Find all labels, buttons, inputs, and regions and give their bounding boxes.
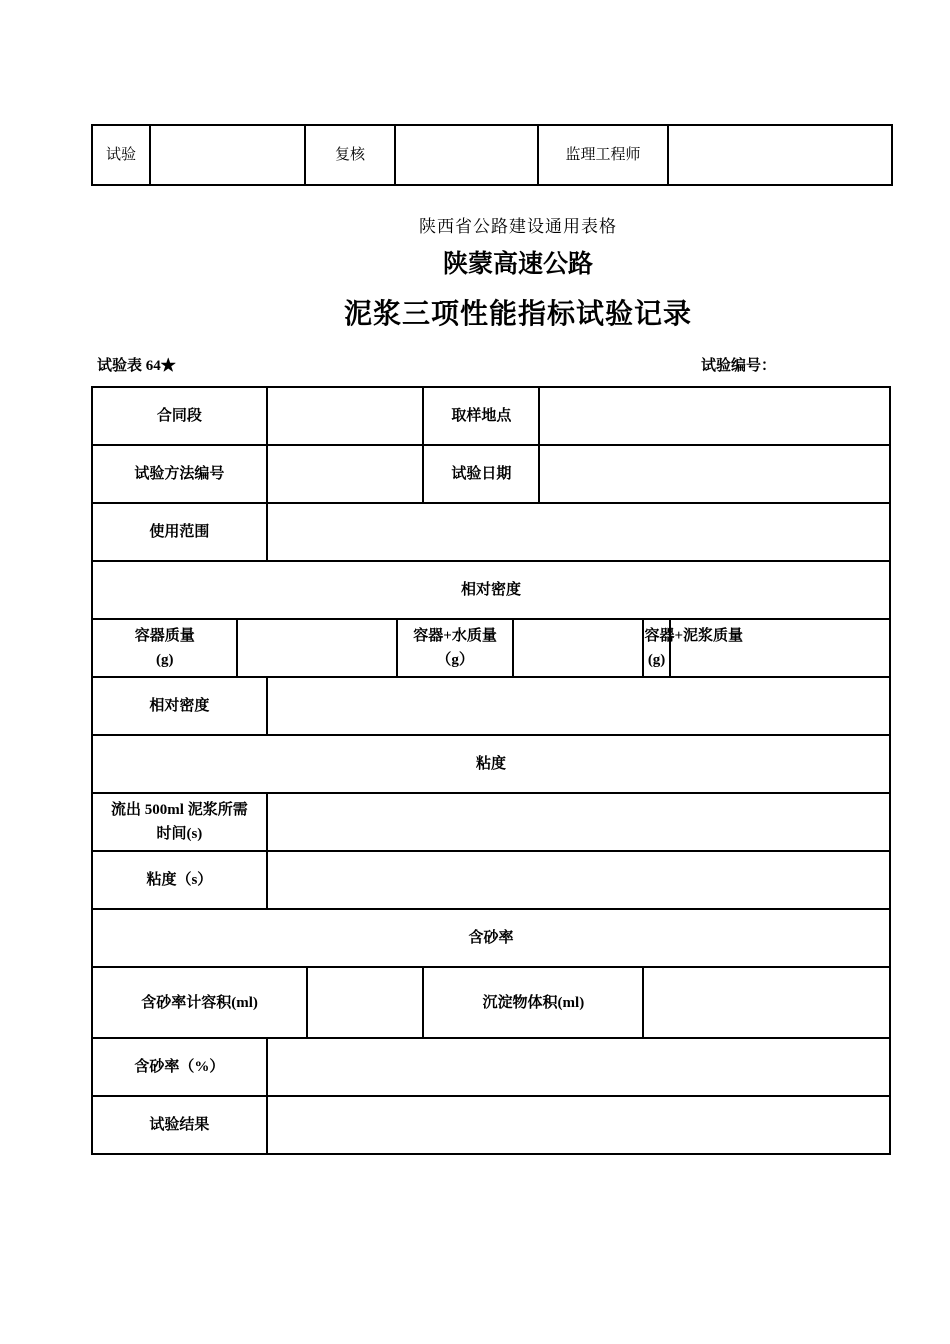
sand-meter-volume-label: 含砂率计容积(ml)	[92, 967, 307, 1038]
sampling-location-field[interactable]	[539, 387, 890, 445]
reviewer-label: 复核	[305, 125, 395, 185]
scope-label: 使用范围	[92, 503, 267, 561]
container-water-line1: 容器+水质量	[413, 628, 497, 644]
container-water-line2: （g）	[436, 652, 474, 668]
container-mass-field[interactable]	[237, 619, 397, 677]
contract-section-field[interactable]	[267, 387, 424, 445]
form-subtitle: 陕西省公路建设通用表格	[419, 217, 617, 236]
scope-field[interactable]	[267, 503, 890, 561]
signature-table	[91, 124, 893, 186]
sand-rate-field[interactable]	[267, 1038, 890, 1096]
sand-meter-volume-field[interactable]	[307, 967, 423, 1038]
viscosity-label: 粘度（s）	[92, 851, 267, 909]
project-name: 陕蒙高速公路	[442, 249, 593, 278]
flow-time-line2: 时间(s)	[156, 826, 203, 842]
result-field[interactable]	[267, 1096, 890, 1154]
record-table	[91, 386, 891, 1155]
container-slurry-line1: 容器+泥浆质量	[644, 628, 743, 644]
reviewer-field[interactable]	[395, 125, 538, 185]
tester-label: 试验	[92, 125, 150, 185]
test-date-label: 试验日期	[423, 445, 539, 503]
supervisor-label: 监理工程师	[538, 125, 668, 185]
result-label: 试验结果	[92, 1096, 267, 1154]
container-water-label	[397, 619, 513, 677]
flow-time-label	[92, 793, 267, 851]
page-title: 泥浆三项性能指标试验记录	[343, 297, 692, 330]
tester-field[interactable]	[150, 125, 305, 185]
relative-density-label: 相对密度	[92, 677, 267, 735]
container-mass-line2: (g)	[155, 652, 174, 668]
contract-section-label: 合同段	[92, 387, 267, 445]
container-mass-label	[92, 619, 237, 677]
test-date-field[interactable]	[539, 445, 890, 503]
container-slurry-line2: (g)	[647, 652, 666, 668]
sediment-volume-field[interactable]	[643, 967, 890, 1038]
sand-section-header: 含砂率	[92, 909, 890, 967]
viscosity-section-header: 粘度	[92, 735, 890, 793]
viscosity-field[interactable]	[267, 851, 890, 909]
supervisor-field[interactable]	[668, 125, 892, 185]
method-no-label: 试验方法编号	[92, 445, 267, 503]
test-number-label: 试验编号：	[701, 358, 777, 374]
container-slurry-label	[643, 619, 743, 677]
form-number: 试验表 64★	[97, 358, 176, 374]
flow-time-field[interactable]	[267, 793, 890, 851]
relative-density-field[interactable]	[267, 677, 890, 735]
sediment-volume-label: 沉淀物体积(ml)	[423, 967, 643, 1038]
sampling-location-label: 取样地点	[423, 387, 539, 445]
sand-rate-label: 含砂率（%）	[92, 1038, 267, 1096]
method-no-field[interactable]	[267, 445, 424, 503]
container-mass-line1: 容器质量	[134, 628, 195, 644]
container-water-field[interactable]	[513, 619, 643, 677]
density-section-header: 相对密度	[92, 561, 890, 619]
flow-time-line1: 流出 500ml 泥浆所需	[111, 802, 248, 818]
